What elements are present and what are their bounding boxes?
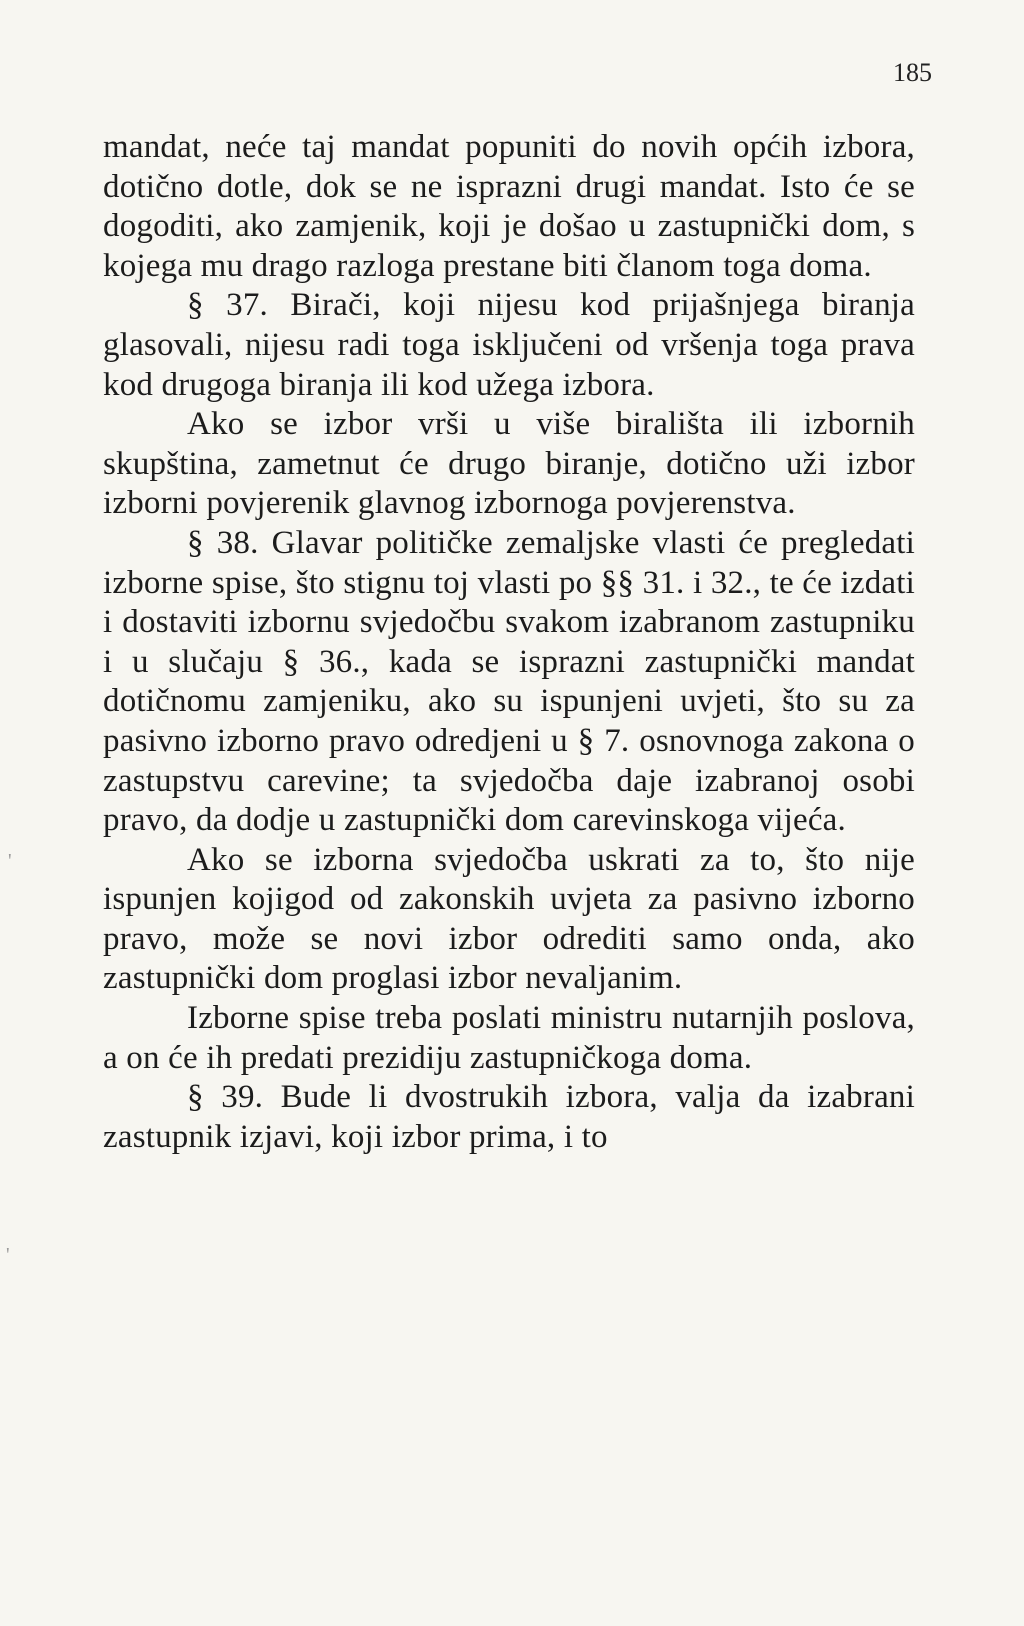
paragraph-4: Izborne spise treba poslati ministru nutarnjih poslova, a on će ih predati prezidiju zastupničkoga doma. (103, 1000, 915, 1076)
page-number: 185 (893, 58, 932, 87)
paragraph-1: mandat, neće taj mandat popuniti do novih općih izbora, dotično dotle, dok se ne isprazni drugi mandat. Isto će se dogoditi, ako zamjenik, koji je došao u zastupnički dom, s kojega mu drago razloga prestane biti članom toga doma. (103, 129, 915, 284)
paragraph-3: Ako se izborna svjedočba uskrati za to, što nije ispunjen kojigod od zakonskih uvjeta za pasivno izborno pravo, može se novi izbor odrediti samo onda, ako zastupnički dom proglasi izbor nevaljanim. (103, 841, 915, 997)
paragraph-section-38: § 38. Glavar političke zemaljske vlasti će pregledati izborne spise, što stignu toj vlasti po §§ 31. i 32., te će izdati i dostaviti izbornu svjedočbu svakom izabranom zastupniku i u slučaju § 36., kada se isprazni zastupnički mandat dotičnomu zamjeniku, ako su ispunjeni uvjeti, što su za pasivno izborno pravo odredjeni u § 7. osnovnoga zakona o zastupstvu carevine; ta svjedočba daje izabranoj osobi pravo, da dodje u zastupnički dom carevinskoga vijeća. (103, 524, 915, 839)
body-text (103, 128, 915, 1157)
paragraph-2: Ako se izbor vrši u više birališta ili izbornih skupština, zametnut će drugo biranje, dotično uži izbor izborni povjerenik glavnog izbornoga povjerenstva. (103, 406, 915, 522)
margin-mark-icon: ' (6, 1244, 10, 1266)
paragraph-section-39: § 39. Bude li dvostrukih izbora, valja da izabrani zastupnik izjavi, koji izbor prima, i to (103, 1079, 915, 1155)
paragraph-section-37: § 37. Birači, koji nijesu kod prijašnjega biranja glasovali, nijesu radi toga isključeni od vršenja toga prava kod drugoga biranja ili kod užega izbora. (103, 287, 915, 403)
margin-mark-icon: ' (8, 850, 12, 872)
